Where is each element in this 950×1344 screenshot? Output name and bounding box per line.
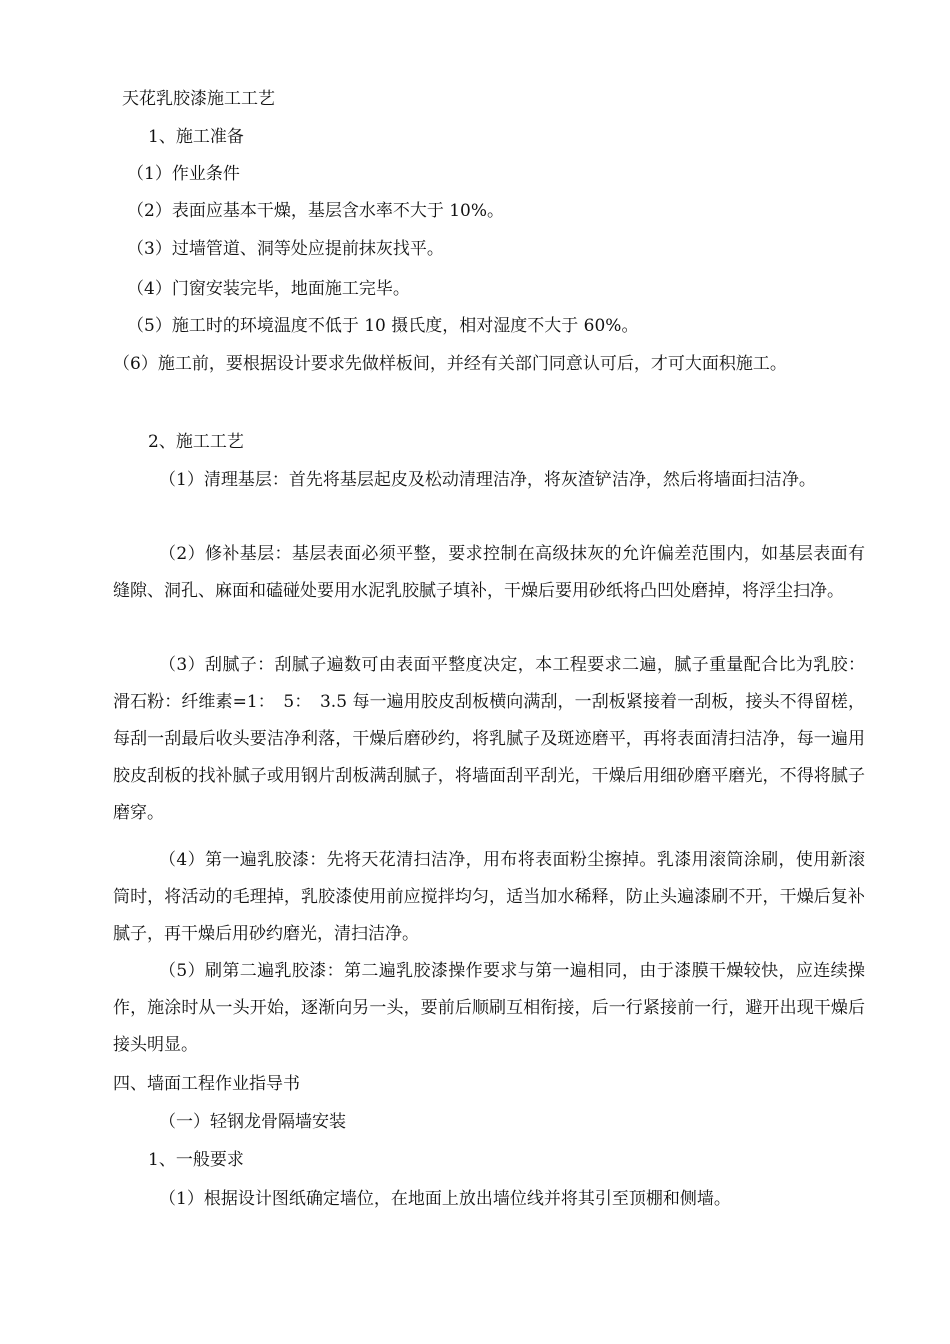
paragraph: （3）刮腻子：刮腻子遍数可由表面平整度决定，本工程要求二遍，腻子重量配合比为乳胶：滑石粉：纤维素=1： 5： 3.5 每一遍用胶皮刮板横向满刮，一刮板紧接着一刮板，接头不得留槎，每刮一刮最后收头要洁净利落，干燥后磨砂约，将乳腻子及斑迹磨平，再将表面清扫洁净，每一遍用胶皮刮板的找补腻子或用钢片刮板满刮腻子，将墙面刮平刮光，干燥后用细砂磨平磨光，不得将腻子磨穿。 (113, 655, 865, 823)
list-item: （1）根据设计图纸确定墙位，在地面上放出墙位线并将其引至顶棚和侧墙。 (159, 1189, 731, 1209)
chapter-heading: 四、墙面工程作业指导书 (113, 1074, 300, 1094)
list-item: （5）施工时的环境温度不低于 10 摄氏度，相对湿度不大于 60%。 (127, 316, 639, 336)
subsection-heading: （一）轻钢龙骨隔墙安装 (159, 1112, 346, 1132)
list-item: （4）门窗安装完毕，地面施工完毕。 (127, 279, 410, 299)
paragraph: （1）清理基层：首先将基层起皮及松动清理洁净，将灰渣铲洁净，然后将墙面扫洁净。 (159, 470, 816, 490)
paragraph: （4）第一遍乳胶漆：先将天花清扫洁净，用布将表面粉尘擦掉。乳漆用滚筒涂刷，使用新滚筒时，将活动的毛理掉，乳胶漆使用前应搅拌均匀，适当加水稀释，防止头遍漆刷不开，干燥后复补腻子，再干燥后用砂约磨光，清扫洁净。 (113, 850, 865, 944)
list-item: （2）表面应基本干燥，基层含水率不大于 10%。 (127, 201, 505, 221)
subsection-heading: （1）作业条件 (127, 164, 240, 184)
section-heading: 2、施工工艺 (148, 432, 244, 452)
list-item: （3）过墙管道、洞等处应提前抹灰找平。 (127, 239, 444, 259)
paragraph: （2）修补基层：基层表面必须平整，要求控制在高级抹灰的允许偏差范围内，如基层表面有缝隙、洞孔、麻面和磕碰处要用水泥乳胶腻子填补，干燥后要用砂纸将凸凹处磨掉，将浮尘扫净。 (113, 544, 865, 601)
section-heading: 1、一般要求 (148, 1150, 244, 1170)
section-heading: 1、施工准备 (148, 127, 244, 147)
paragraph: （5）刷第二遍乳胶漆：第二遍乳胶漆操作要求与第一遍相同，由于漆膜干燥较快，应连续操作，施涂时从一头开始，逐渐向另一头，要前后顺刷互相衔接，后一行紧接前一行，避开出现干燥后接头明显。 (113, 961, 865, 1055)
doc-title: 天花乳胶漆施工工艺 (122, 89, 275, 109)
paragraph: （6）施工前，要根据设计要求先做样板间，并经有关部门同意认可后，才可大面积施工。 (113, 354, 787, 374)
